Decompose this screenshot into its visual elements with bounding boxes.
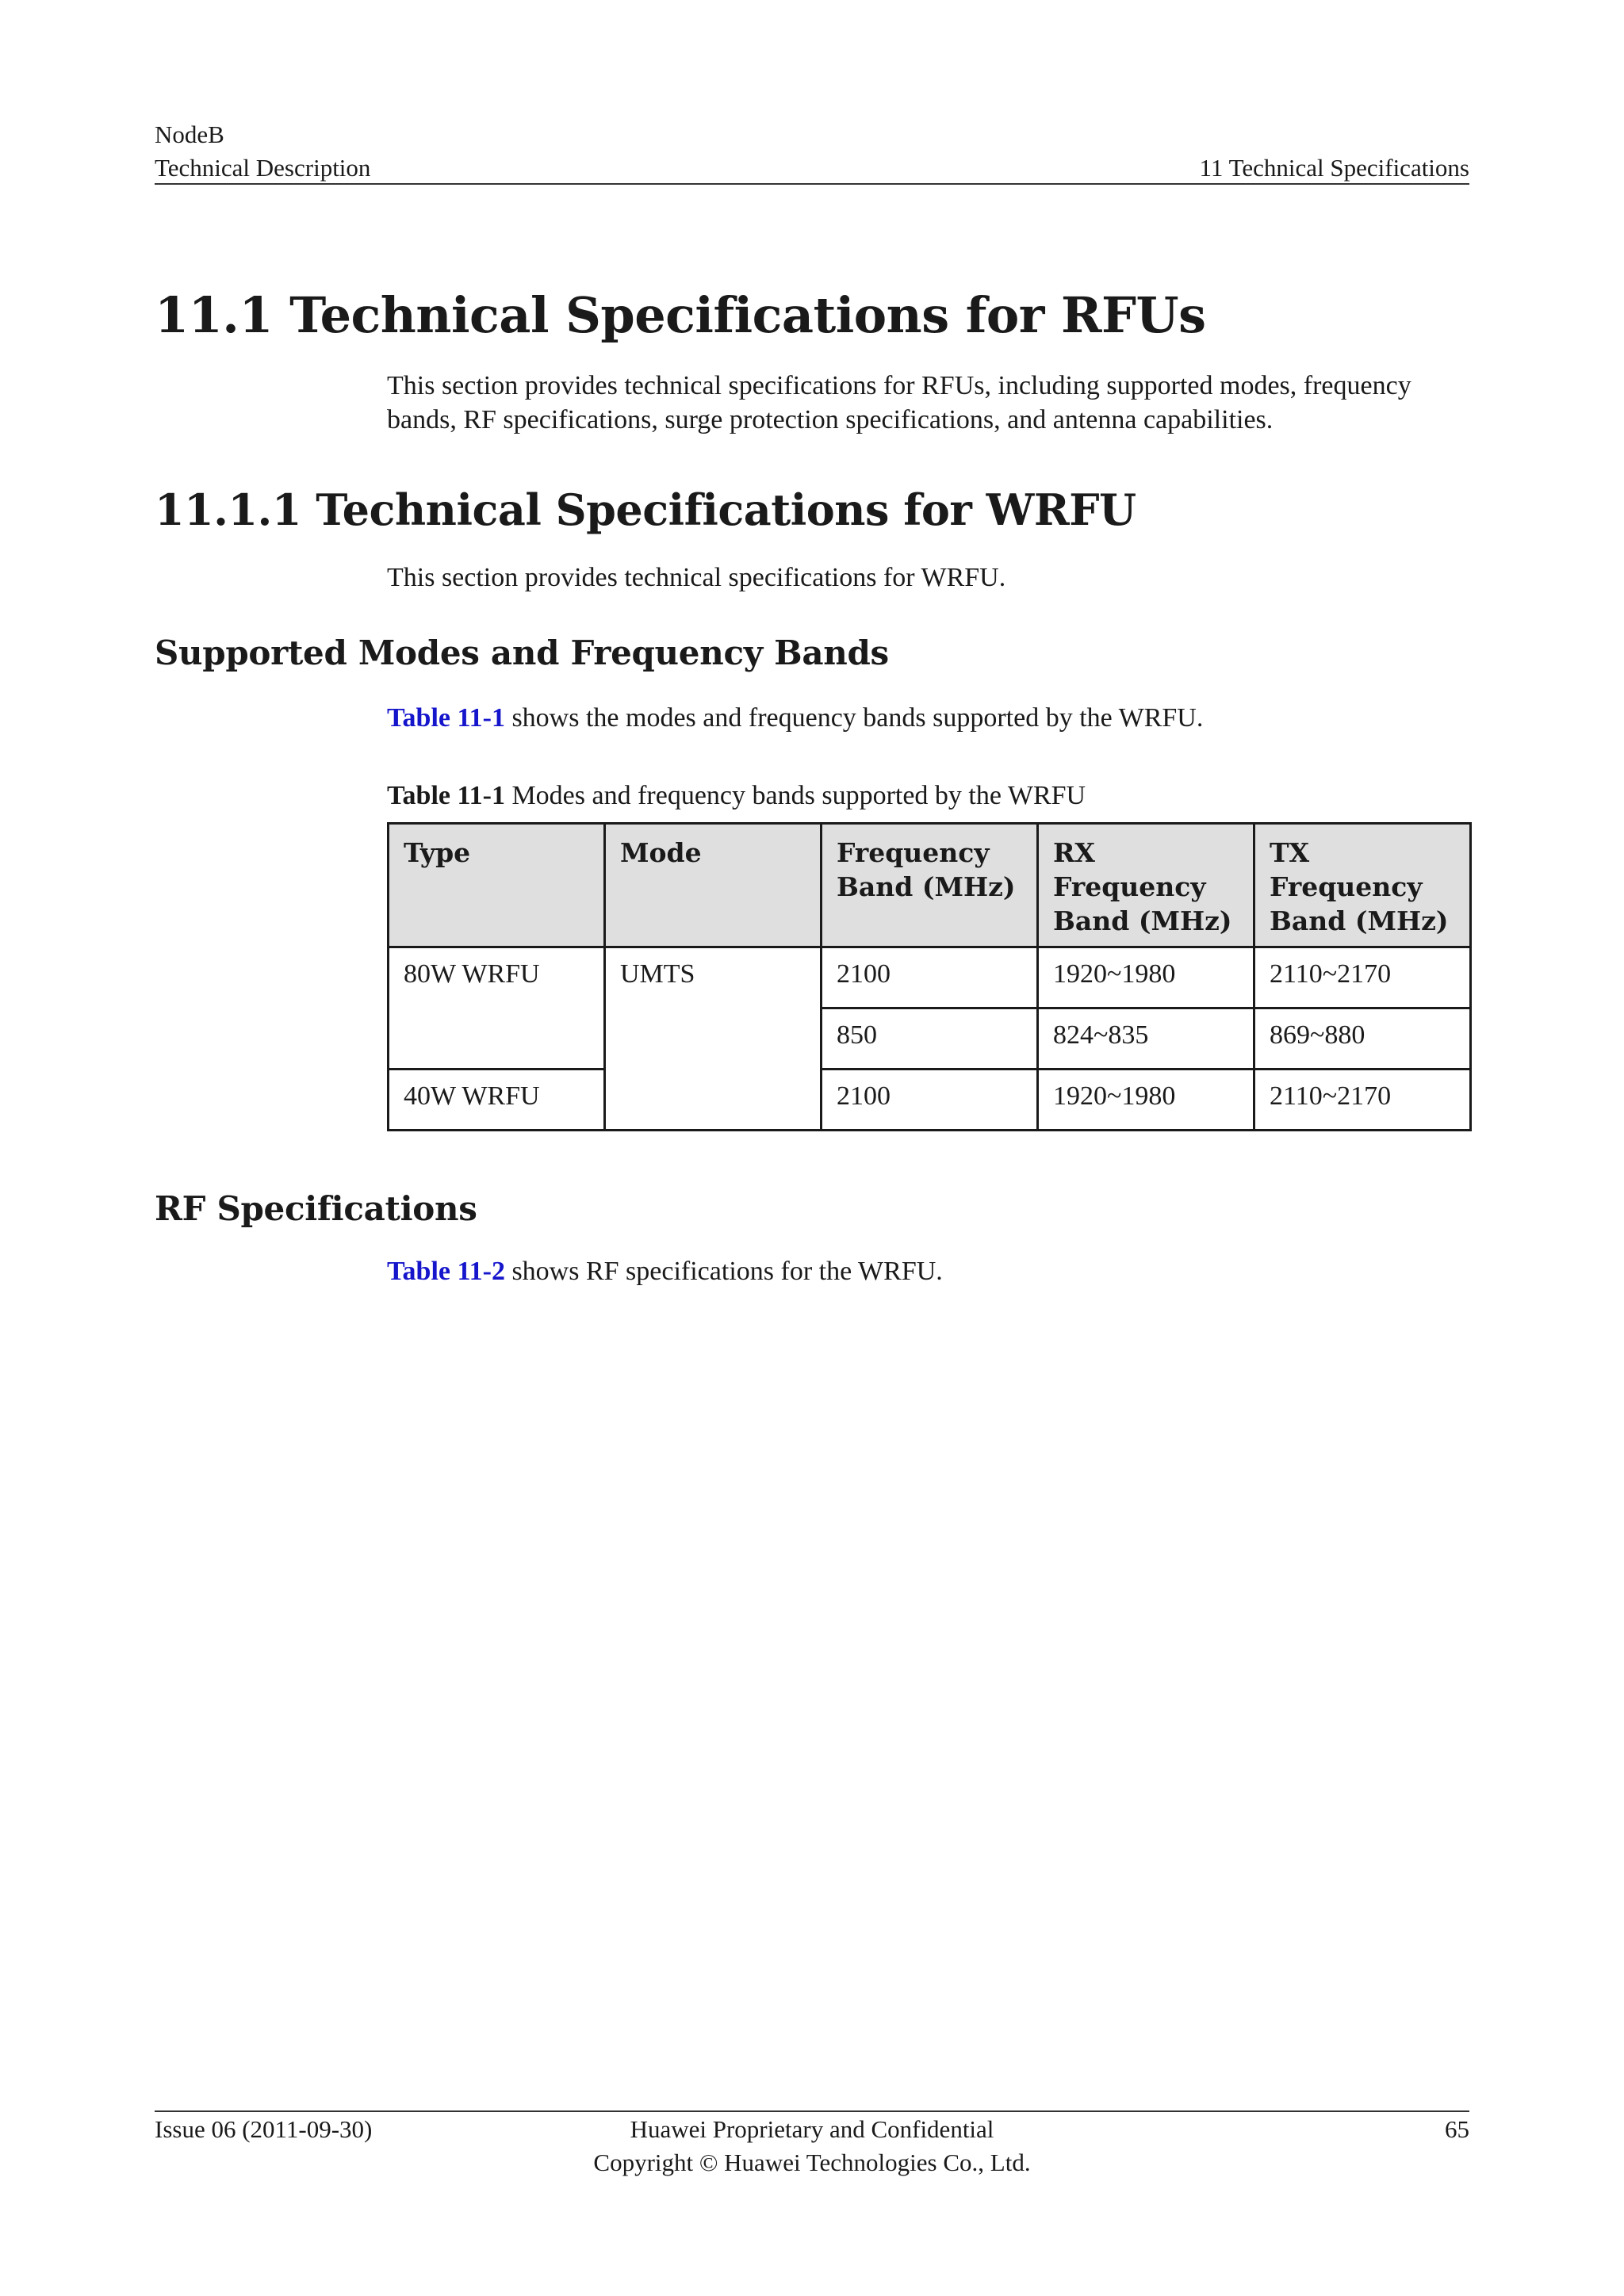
section-11-1-heading: 11.1 Technical Specifications for RFUs bbox=[155, 286, 1206, 344]
cell-tx-band: 2110~2170 bbox=[1254, 947, 1471, 1008]
modes-section-ref-text: shows the modes and frequency bands supported by the WRFU. bbox=[504, 703, 1204, 733]
rf-section-ref-text: shows RF specifications for the WRFU. bbox=[504, 1257, 943, 1286]
modes-frequency-table bbox=[387, 822, 1472, 1131]
header-chapter-title: 11 Technical Specifications bbox=[1199, 154, 1469, 182]
section-11-1-1-intro: This section provides technical specifications for WRFU. bbox=[387, 563, 1006, 592]
cell-rx-band: 1920~1980 bbox=[1038, 947, 1254, 1008]
cell-tx-band: 869~880 bbox=[1254, 1008, 1471, 1070]
footer-confidential: Huawei Proprietary and Confidential bbox=[630, 2115, 994, 2143]
rf-section-heading: RF Specifications bbox=[155, 1189, 477, 1228]
header-rx-frequency-band: RX Frequency Band (MHz) bbox=[1038, 824, 1254, 947]
rf-section-paragraph bbox=[387, 1254, 1469, 1288]
footer-issue: Issue 06 (2011-09-30) bbox=[155, 2115, 373, 2143]
cell-rx-band: 824~835 bbox=[1038, 1008, 1254, 1070]
table-11-1-caption-label: Table 11-1 bbox=[387, 781, 505, 810]
modes-section-paragraph bbox=[387, 701, 1469, 735]
footer-copyright: Copyright © Huawei Technologies Co., Ltd. bbox=[593, 2149, 1031, 2176]
table-header-row bbox=[389, 824, 1471, 947]
cell-frequency-band: 2100 bbox=[822, 1070, 1038, 1131]
header-document-title: Technical Description bbox=[155, 154, 371, 182]
header-type: Type bbox=[389, 824, 605, 947]
footer-divider bbox=[155, 2110, 1469, 2112]
table-11-1-link[interactable]: Table 11-1 bbox=[387, 703, 505, 733]
section-11-1-intro: This section provides technical specifications for RFUs, including supported modes, frequency bands, RF specifications, surge protection specifications, and antenna capabilities. bbox=[387, 371, 1411, 434]
modes-section-heading: Supported Modes and Frequency Bands bbox=[155, 633, 889, 672]
footer-page-number: 65 bbox=[1445, 2115, 1469, 2143]
table-11-1-caption-text: Modes and frequency bands supported by the WRFU bbox=[504, 781, 1086, 810]
header-frequency-band: Frequency Band (MHz) bbox=[822, 824, 1038, 947]
cell-frequency-band: 850 bbox=[822, 1008, 1038, 1070]
table-11-1-caption bbox=[387, 779, 1086, 813]
table-row bbox=[389, 1070, 1471, 1131]
cell-frequency-band: 2100 bbox=[822, 947, 1038, 1008]
header-mode: Mode bbox=[605, 824, 822, 947]
section-11-1-1-heading: 11.1.1 Technical Specifications for WRFU bbox=[155, 484, 1136, 535]
cell-type: 40W WRFU bbox=[389, 1070, 605, 1131]
header-tx-frequency-band: TX Frequency Band (MHz) bbox=[1254, 824, 1471, 947]
table-row bbox=[389, 947, 1471, 1008]
header-product-name: NodeB bbox=[155, 121, 224, 148]
cell-tx-band: 2110~2170 bbox=[1254, 1070, 1471, 1131]
footer-center bbox=[416, 2113, 1208, 2179]
table-11-2-link[interactable]: Table 11-2 bbox=[387, 1257, 505, 1286]
cell-rx-band: 1920~1980 bbox=[1038, 1070, 1254, 1131]
cell-mode: UMTS bbox=[605, 947, 822, 1131]
header-divider bbox=[155, 183, 1469, 185]
cell-type: 80W WRFU bbox=[389, 947, 605, 1070]
